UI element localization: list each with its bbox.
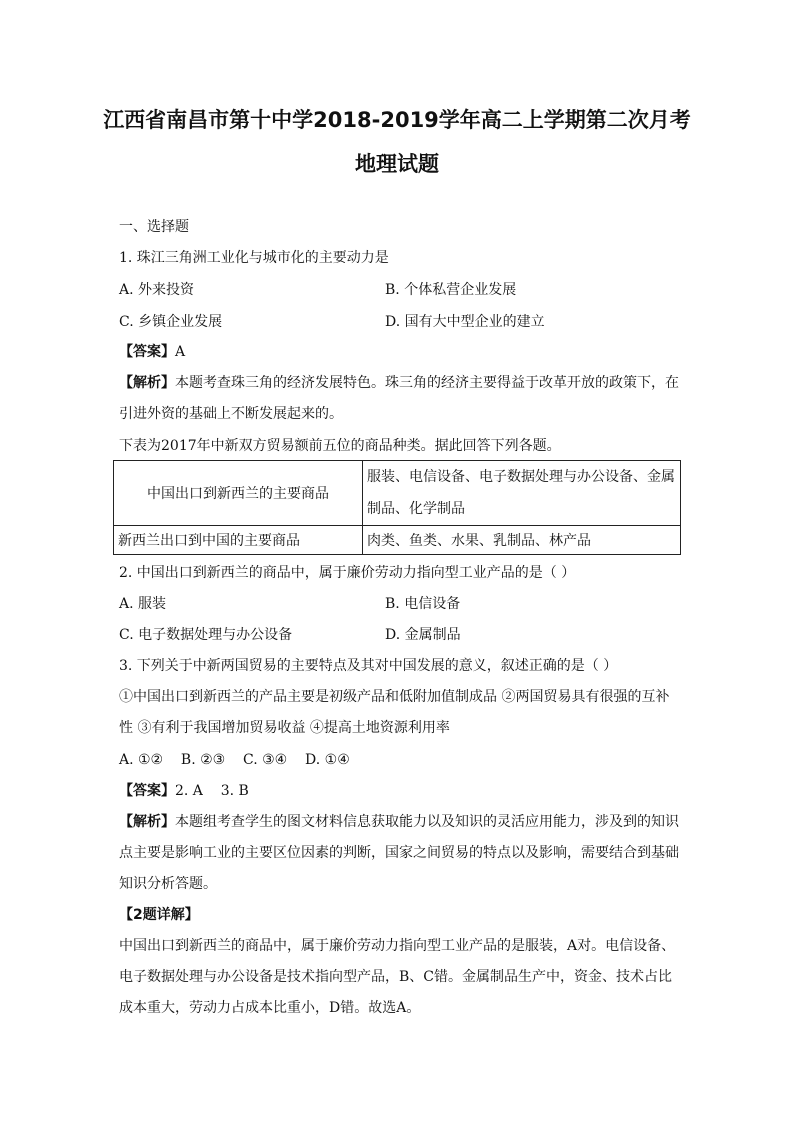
question-1-option-b: B. 个体私营企业发展 bbox=[385, 282, 517, 298]
analysis-tag: 【解析】 bbox=[119, 814, 175, 830]
section-heading: 一、选择题 bbox=[119, 219, 189, 235]
table-intro: 下表为2017年中新双方贸易额前五位的商品种类。据此回答下列各题。 bbox=[119, 438, 561, 454]
question-2-option-d: D. 金属制品 bbox=[385, 627, 461, 643]
question-2-option-b: B. 电信设备 bbox=[385, 596, 461, 612]
answer-2-3 bbox=[119, 782, 249, 800]
question-1-option-a: A. 外来投资 bbox=[119, 282, 195, 298]
analysis-tag: 【解析】 bbox=[119, 375, 175, 391]
question-1-analysis-line-2: 引进外资的基础上不断发展起来的。 bbox=[119, 406, 343, 422]
detail-2-line-2: 电子数据处理与办公设备是技术指向型产品，B、C错。金属制品生产中，资金、技术占比 bbox=[119, 969, 672, 985]
question-3-statement-line-1: ①中国出口到新西兰的产品主要是初级产品和低附加值制成品 ②两国贸易具有很强的互补 bbox=[119, 689, 670, 705]
answer-tag: 【答案】 bbox=[119, 344, 175, 360]
question-3-statement-line-2: 性 ③有利于我国增加贸易收益 ④提高土地资源利用率 bbox=[119, 720, 450, 736]
analysis-2-3-line-2: 点主要是影响工业的主要区位因素的判断，国家之间贸易的特点以及影响，需要结合到基础 bbox=[119, 845, 679, 861]
answer-value: 2. A 3. B bbox=[175, 783, 249, 799]
question-1-option-c: C. 乡镇企业发展 bbox=[119, 314, 223, 330]
table-cell-label: 中国出口到新西兰的主要商品 bbox=[114, 461, 363, 526]
question-1-option-d: D. 国有大中型企业的建立 bbox=[385, 314, 545, 330]
answer-value: A bbox=[175, 344, 186, 360]
question-1-analysis-line-1: 【解析】本题考查珠三角的经济发展特色。珠三角的经济主要得益于改革开放的政策下，在 bbox=[119, 375, 679, 391]
question-3-options: A. ①② B. ②③ C. ③④ D. ①④ bbox=[119, 752, 350, 768]
document-title: 江西省南昌市第十中学2018-2019学年高二上学期第二次月考 bbox=[103, 108, 691, 132]
analysis-2-3-line-3: 知识分析答题。 bbox=[119, 876, 217, 892]
question-2-option-c: C. 电子数据处理与办公设备 bbox=[119, 627, 293, 643]
question-1-answer bbox=[119, 343, 185, 361]
detail-2-heading: 【2题详解】 bbox=[119, 907, 199, 923]
table-row bbox=[114, 461, 681, 526]
table-row bbox=[114, 526, 681, 555]
analysis-2-3-line-1: 【解析】本题组考查学生的图文材料信息获取能力以及知识的灵活应用能力，涉及到的知识 bbox=[119, 814, 679, 830]
trade-table bbox=[113, 460, 681, 555]
question-1-stem: 1. 珠江三角洲工业化与城市化的主要动力是 bbox=[119, 250, 389, 266]
detail-2-line-3: 成本重大，劳动力占成本比重小，D错。故选A。 bbox=[119, 1000, 421, 1016]
table-cell-value: 肉类、鱼类、水果、乳制品、林产品 bbox=[363, 526, 681, 555]
answer-tag: 【答案】 bbox=[119, 783, 175, 799]
question-2-option-a: A. 服装 bbox=[119, 596, 167, 612]
question-3-stem: 3. 下列关于中新两国贸易的主要特点及其对中国发展的意义，叙述正确的是（ ） bbox=[119, 658, 618, 674]
detail-2-line-1: 中国出口到新西兰的商品中，属于廉价劳动力指向型工业产品的是服装，A对。电信设备、 bbox=[119, 938, 676, 954]
document-subtitle: 地理试题 bbox=[355, 152, 439, 176]
table-cell-label: 新西兰出口到中国的主要商品 bbox=[114, 526, 363, 555]
table-cell-value: 服装、电信设备、电子数据处理与办公设备、金属 制品、化学制品 bbox=[363, 461, 681, 526]
question-2-stem: 2. 中国出口到新西兰的商品中，属于廉价劳动力指向型工业产品的是（ ） bbox=[119, 565, 576, 581]
